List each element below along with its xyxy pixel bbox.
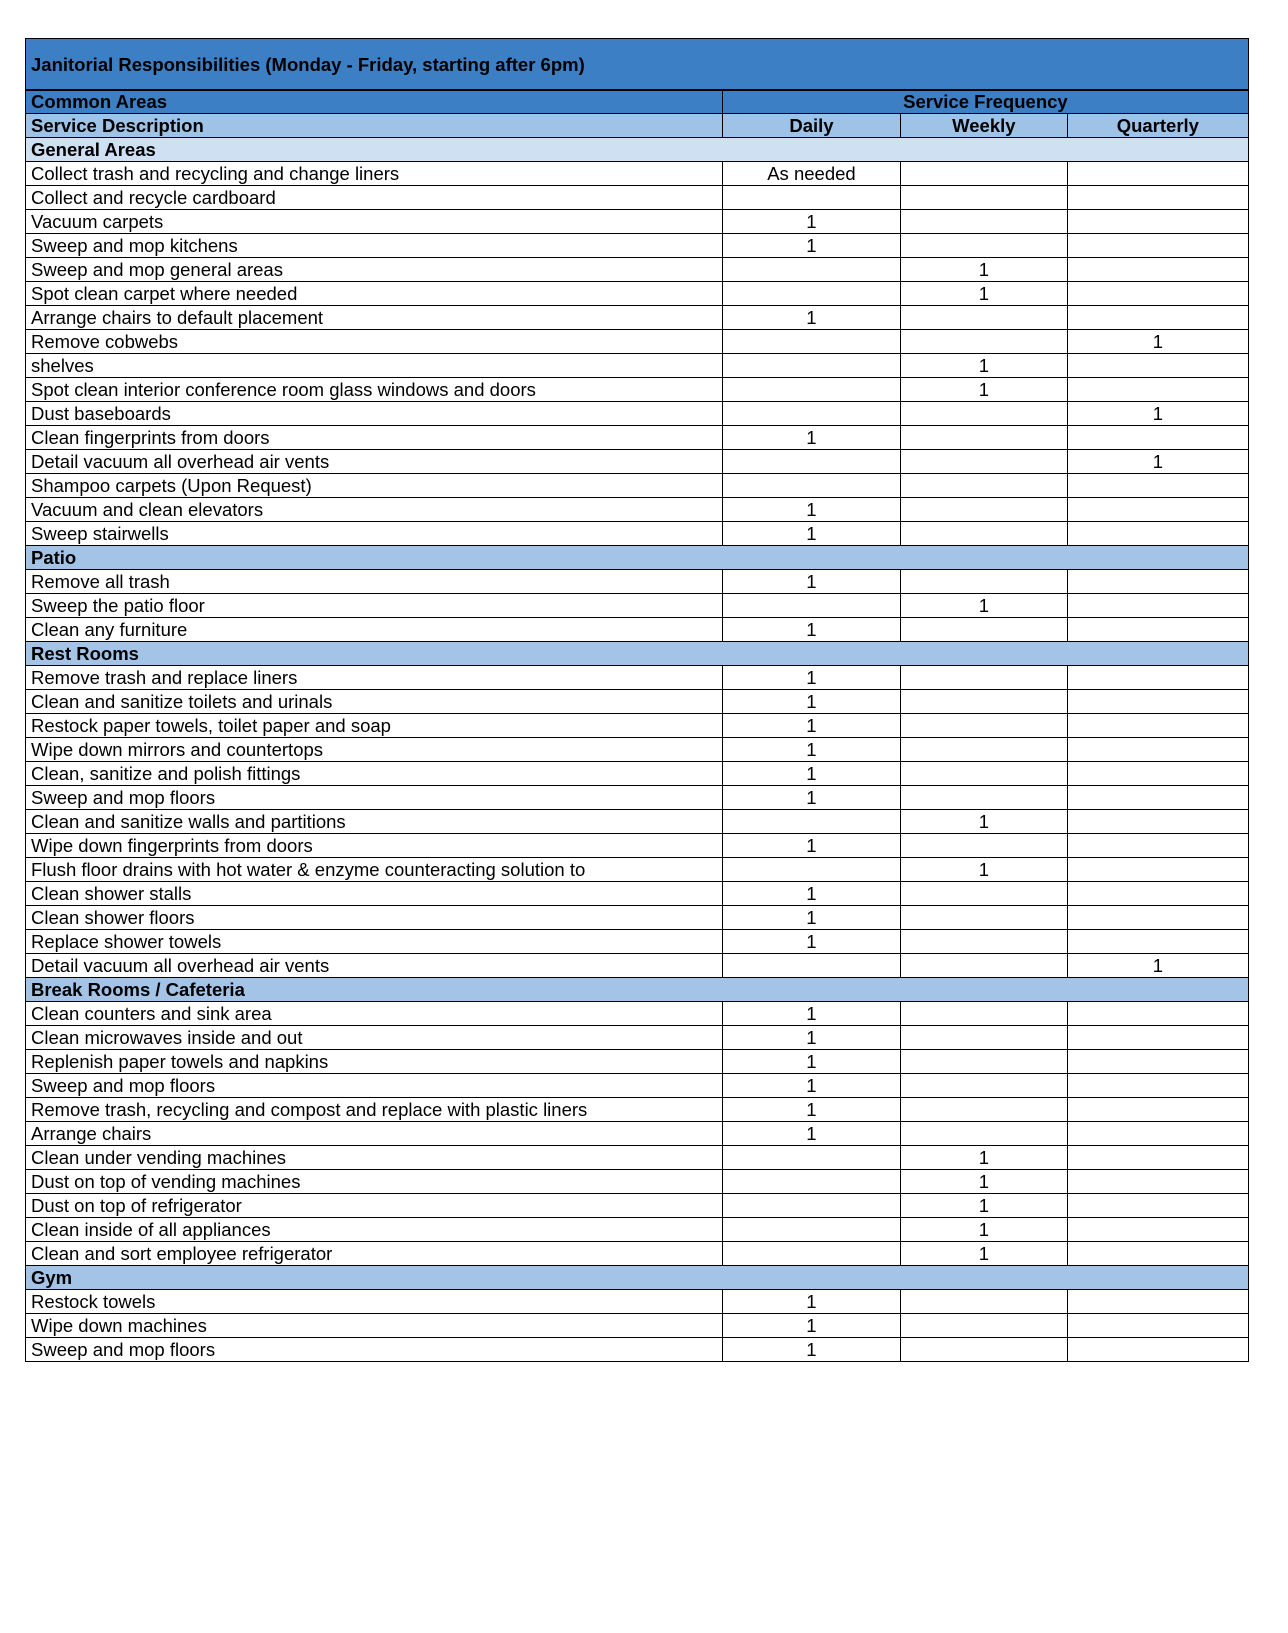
weekly-cell <box>901 738 1068 762</box>
quarterly-cell <box>1067 1074 1248 1098</box>
section-row <box>26 138 1249 162</box>
quarterly-cell <box>1067 690 1248 714</box>
task-row <box>26 1098 1249 1122</box>
task-description: Clean fingerprints from doors <box>26 426 723 450</box>
task-row <box>26 858 1249 882</box>
task-description: Remove cobwebs <box>26 330 723 354</box>
task-row <box>26 234 1249 258</box>
weekly-cell <box>901 474 1068 498</box>
task-row <box>26 330 1249 354</box>
task-description: Clean any furniture <box>26 618 723 642</box>
quarterly-cell <box>1067 282 1248 306</box>
daily-cell <box>722 1170 900 1194</box>
task-row <box>26 450 1249 474</box>
task-row <box>26 762 1249 786</box>
task-description: Clean and sanitize toilets and urinals <box>26 690 723 714</box>
quarterly-cell <box>1067 498 1248 522</box>
quarterly-cell <box>1067 1122 1248 1146</box>
daily-cell <box>722 354 900 378</box>
task-description: Dust baseboards <box>26 402 723 426</box>
task-row <box>26 1338 1249 1362</box>
service-description-header: Service Description <box>26 114 723 138</box>
quarterly-cell <box>1067 834 1248 858</box>
task-row <box>26 1218 1249 1242</box>
weekly-cell <box>901 306 1068 330</box>
daily-cell: 1 <box>722 762 900 786</box>
weekly-cell: 1 <box>901 1218 1068 1242</box>
weekly-cell: 1 <box>901 258 1068 282</box>
task-row <box>26 714 1249 738</box>
task-row <box>26 1050 1249 1074</box>
quarterly-cell <box>1067 210 1248 234</box>
task-description: Arrange chairs <box>26 1122 723 1146</box>
quarterly-cell <box>1067 1290 1248 1314</box>
daily-cell <box>722 810 900 834</box>
task-description: Sweep the patio floor <box>26 594 723 618</box>
quarterly-cell <box>1067 906 1248 930</box>
quarterly-cell <box>1067 522 1248 546</box>
weekly-cell <box>901 786 1068 810</box>
weekly-cell <box>901 234 1068 258</box>
quarterly-cell <box>1067 1194 1248 1218</box>
task-row <box>26 930 1249 954</box>
daily-cell: 1 <box>722 1122 900 1146</box>
quarterly-cell: 1 <box>1067 402 1248 426</box>
quarterly-cell <box>1067 930 1248 954</box>
title-row <box>26 39 1249 90</box>
weekly-cell <box>901 714 1068 738</box>
task-row <box>26 1026 1249 1050</box>
weekly-cell <box>901 1314 1068 1338</box>
daily-cell <box>722 858 900 882</box>
quarterly-cell <box>1067 810 1248 834</box>
daily-cell <box>722 1146 900 1170</box>
daily-cell: As needed <box>722 162 900 186</box>
task-description: Detail vacuum all overhead air vents <box>26 450 723 474</box>
weekly-cell <box>901 1122 1068 1146</box>
daily-cell: 1 <box>722 714 900 738</box>
quarterly-cell <box>1067 474 1248 498</box>
task-row <box>26 570 1249 594</box>
quarterly-cell: 1 <box>1067 450 1248 474</box>
section-row <box>26 1266 1249 1290</box>
weekly-cell: 1 <box>901 1242 1068 1266</box>
weekly-cell <box>901 330 1068 354</box>
task-description: Restock towels <box>26 1290 723 1314</box>
quarterly-cell <box>1067 1098 1248 1122</box>
quarterly-cell <box>1067 714 1248 738</box>
task-description: Remove trash, recycling and compost and replace with plastic liners <box>26 1098 723 1122</box>
quarterly-cell <box>1067 234 1248 258</box>
weekly-cell <box>901 186 1068 210</box>
weekly-cell <box>901 954 1068 978</box>
task-row <box>26 522 1249 546</box>
daily-cell <box>722 258 900 282</box>
weekly-cell <box>901 762 1068 786</box>
task-row <box>26 378 1249 402</box>
daily-cell <box>722 1242 900 1266</box>
weekly-cell: 1 <box>901 282 1068 306</box>
weekly-cell <box>901 1338 1068 1362</box>
quarterly-cell <box>1067 258 1248 282</box>
task-row <box>26 810 1249 834</box>
task-description: Wipe down machines <box>26 1314 723 1338</box>
task-description: Sweep stairwells <box>26 522 723 546</box>
quarterly-cell <box>1067 786 1248 810</box>
daily-cell: 1 <box>722 786 900 810</box>
janitorial-schedule-table <box>25 38 1249 1362</box>
task-row <box>26 498 1249 522</box>
task-row <box>26 690 1249 714</box>
task-row <box>26 282 1249 306</box>
weekly-cell: 1 <box>901 1146 1068 1170</box>
weekly-cell: 1 <box>901 354 1068 378</box>
common-areas-header: Common Areas <box>26 90 723 114</box>
task-description: Vacuum and clean elevators <box>26 498 723 522</box>
weekly-cell <box>901 1002 1068 1026</box>
quarterly-cell <box>1067 186 1248 210</box>
section-title: Rest Rooms <box>26 642 1249 666</box>
weekly-cell <box>901 1290 1068 1314</box>
weekly-cell <box>901 570 1068 594</box>
quarterly-cell <box>1067 354 1248 378</box>
weekly-cell: 1 <box>901 1194 1068 1218</box>
task-description: Shampoo carpets (Upon Request) <box>26 474 723 498</box>
task-row <box>26 906 1249 930</box>
task-description: Arrange chairs to default placement <box>26 306 723 330</box>
quarterly-cell <box>1067 618 1248 642</box>
task-description: Clean shower floors <box>26 906 723 930</box>
quarterly-cell <box>1067 1002 1248 1026</box>
task-description: Sweep and mop floors <box>26 1074 723 1098</box>
quarterly-cell <box>1067 858 1248 882</box>
weekly-cell <box>901 690 1068 714</box>
daily-cell: 1 <box>722 666 900 690</box>
task-row <box>26 162 1249 186</box>
weekly-cell <box>901 402 1068 426</box>
task-description: Detail vacuum all overhead air vents <box>26 954 723 978</box>
daily-cell <box>722 330 900 354</box>
quarterly-cell <box>1067 1314 1248 1338</box>
section-title: Patio <box>26 546 1249 570</box>
daily-cell <box>722 954 900 978</box>
quarterly-cell <box>1067 1026 1248 1050</box>
task-description: Collect and recycle cardboard <box>26 186 723 210</box>
daily-cell: 1 <box>722 1074 900 1098</box>
task-description: Replenish paper towels and napkins <box>26 1050 723 1074</box>
task-description: Sweep and mop general areas <box>26 258 723 282</box>
weekly-cell <box>901 162 1068 186</box>
daily-cell: 1 <box>722 618 900 642</box>
quarterly-cell <box>1067 1170 1248 1194</box>
task-row <box>26 1074 1249 1098</box>
task-row <box>26 1002 1249 1026</box>
task-row <box>26 1146 1249 1170</box>
quarterly-cell <box>1067 570 1248 594</box>
daily-cell: 1 <box>722 1338 900 1362</box>
task-row <box>26 258 1249 282</box>
weekly-cell <box>901 1074 1068 1098</box>
weekly-cell <box>901 930 1068 954</box>
daily-cell: 1 <box>722 1002 900 1026</box>
quarterly-header: Quarterly <box>1067 114 1248 138</box>
task-row <box>26 306 1249 330</box>
task-description: Remove all trash <box>26 570 723 594</box>
quarterly-cell <box>1067 1218 1248 1242</box>
daily-cell <box>722 282 900 306</box>
task-description: Clean counters and sink area <box>26 1002 723 1026</box>
task-description: Flush floor drains with hot water & enzyme counteracting solution to <box>26 858 723 882</box>
task-description: Vacuum carpets <box>26 210 723 234</box>
quarterly-cell <box>1067 762 1248 786</box>
daily-cell <box>722 594 900 618</box>
task-description: Dust on top of refrigerator <box>26 1194 723 1218</box>
weekly-cell: 1 <box>901 858 1068 882</box>
daily-cell <box>722 1194 900 1218</box>
task-description: Clean and sort employee refrigerator <box>26 1242 723 1266</box>
weekly-cell <box>901 1098 1068 1122</box>
task-description: shelves <box>26 354 723 378</box>
task-row <box>26 1290 1249 1314</box>
task-description: Replace shower towels <box>26 930 723 954</box>
daily-cell <box>722 378 900 402</box>
weekly-cell <box>901 210 1068 234</box>
task-row <box>26 474 1249 498</box>
weekly-cell: 1 <box>901 378 1068 402</box>
task-description: Clean, sanitize and polish fittings <box>26 762 723 786</box>
task-row <box>26 210 1249 234</box>
task-description: Sweep and mop floors <box>26 786 723 810</box>
task-description: Spot clean interior conference room glass windows and doors <box>26 378 723 402</box>
task-description: Clean microwaves inside and out <box>26 1026 723 1050</box>
quarterly-cell <box>1067 378 1248 402</box>
daily-header: Daily <box>722 114 900 138</box>
weekly-cell <box>901 1050 1068 1074</box>
quarterly-cell <box>1067 666 1248 690</box>
task-row <box>26 1122 1249 1146</box>
weekly-header: Weekly <box>901 114 1068 138</box>
weekly-cell <box>901 906 1068 930</box>
weekly-cell <box>901 522 1068 546</box>
quarterly-cell: 1 <box>1067 954 1248 978</box>
weekly-cell <box>901 450 1068 474</box>
task-row <box>26 594 1249 618</box>
task-row <box>26 402 1249 426</box>
weekly-cell <box>901 426 1068 450</box>
weekly-cell <box>901 666 1068 690</box>
task-description: Spot clean carpet where needed <box>26 282 723 306</box>
header-row-areas <box>26 90 1249 114</box>
daily-cell: 1 <box>722 1050 900 1074</box>
quarterly-cell: 1 <box>1067 330 1248 354</box>
daily-cell: 1 <box>722 882 900 906</box>
daily-cell: 1 <box>722 1290 900 1314</box>
weekly-cell <box>901 618 1068 642</box>
quarterly-cell <box>1067 306 1248 330</box>
quarterly-cell <box>1067 426 1248 450</box>
task-row <box>26 738 1249 762</box>
task-description: Sweep and mop floors <box>26 1338 723 1362</box>
weekly-cell: 1 <box>901 594 1068 618</box>
task-row <box>26 618 1249 642</box>
section-row <box>26 642 1249 666</box>
daily-cell: 1 <box>722 498 900 522</box>
daily-cell: 1 <box>722 306 900 330</box>
quarterly-cell <box>1067 594 1248 618</box>
daily-cell <box>722 402 900 426</box>
daily-cell: 1 <box>722 570 900 594</box>
daily-cell: 1 <box>722 1026 900 1050</box>
section-title: General Areas <box>26 138 1249 162</box>
task-row <box>26 1194 1249 1218</box>
quarterly-cell <box>1067 162 1248 186</box>
task-row <box>26 786 1249 810</box>
task-description: Dust on top of vending machines <box>26 1170 723 1194</box>
task-description: Remove trash and replace liners <box>26 666 723 690</box>
quarterly-cell <box>1067 738 1248 762</box>
quarterly-cell <box>1067 1146 1248 1170</box>
quarterly-cell <box>1067 882 1248 906</box>
task-description: Clean under vending machines <box>26 1146 723 1170</box>
weekly-cell <box>901 834 1068 858</box>
daily-cell <box>722 450 900 474</box>
daily-cell <box>722 474 900 498</box>
sheet-title: Janitorial Responsibilities (Monday - Friday, starting after 6pm) <box>26 39 1249 90</box>
weekly-cell <box>901 882 1068 906</box>
daily-cell: 1 <box>722 426 900 450</box>
task-description: Clean inside of all appliances <box>26 1218 723 1242</box>
weekly-cell <box>901 498 1068 522</box>
service-frequency-header: Service Frequency <box>722 90 1248 114</box>
daily-cell: 1 <box>722 690 900 714</box>
daily-cell: 1 <box>722 1314 900 1338</box>
daily-cell: 1 <box>722 234 900 258</box>
task-row <box>26 186 1249 210</box>
section-row <box>26 546 1249 570</box>
task-row <box>26 1314 1249 1338</box>
section-row <box>26 978 1249 1002</box>
task-row <box>26 1170 1249 1194</box>
task-description: Wipe down mirrors and countertops <box>26 738 723 762</box>
task-row <box>26 354 1249 378</box>
daily-cell: 1 <box>722 906 900 930</box>
task-row <box>26 882 1249 906</box>
task-row <box>26 954 1249 978</box>
task-row <box>26 666 1249 690</box>
quarterly-cell <box>1067 1338 1248 1362</box>
header-row-columns <box>26 114 1249 138</box>
task-description: Restock paper towels, toilet paper and soap <box>26 714 723 738</box>
daily-cell: 1 <box>722 834 900 858</box>
task-row <box>26 834 1249 858</box>
section-title: Break Rooms / Cafeteria <box>26 978 1249 1002</box>
task-description: Collect trash and recycling and change liners <box>26 162 723 186</box>
task-description: Wipe down fingerprints from doors <box>26 834 723 858</box>
daily-cell: 1 <box>722 522 900 546</box>
quarterly-cell <box>1067 1050 1248 1074</box>
daily-cell: 1 <box>722 1098 900 1122</box>
daily-cell <box>722 186 900 210</box>
daily-cell: 1 <box>722 738 900 762</box>
weekly-cell: 1 <box>901 810 1068 834</box>
daily-cell: 1 <box>722 210 900 234</box>
task-description: Clean and sanitize walls and partitions <box>26 810 723 834</box>
weekly-cell <box>901 1026 1068 1050</box>
daily-cell <box>722 1218 900 1242</box>
task-description: Clean shower stalls <box>26 882 723 906</box>
section-title: Gym <box>26 1266 1249 1290</box>
task-row <box>26 426 1249 450</box>
daily-cell: 1 <box>722 930 900 954</box>
task-row <box>26 1242 1249 1266</box>
weekly-cell: 1 <box>901 1170 1068 1194</box>
quarterly-cell <box>1067 1242 1248 1266</box>
task-description: Sweep and mop kitchens <box>26 234 723 258</box>
